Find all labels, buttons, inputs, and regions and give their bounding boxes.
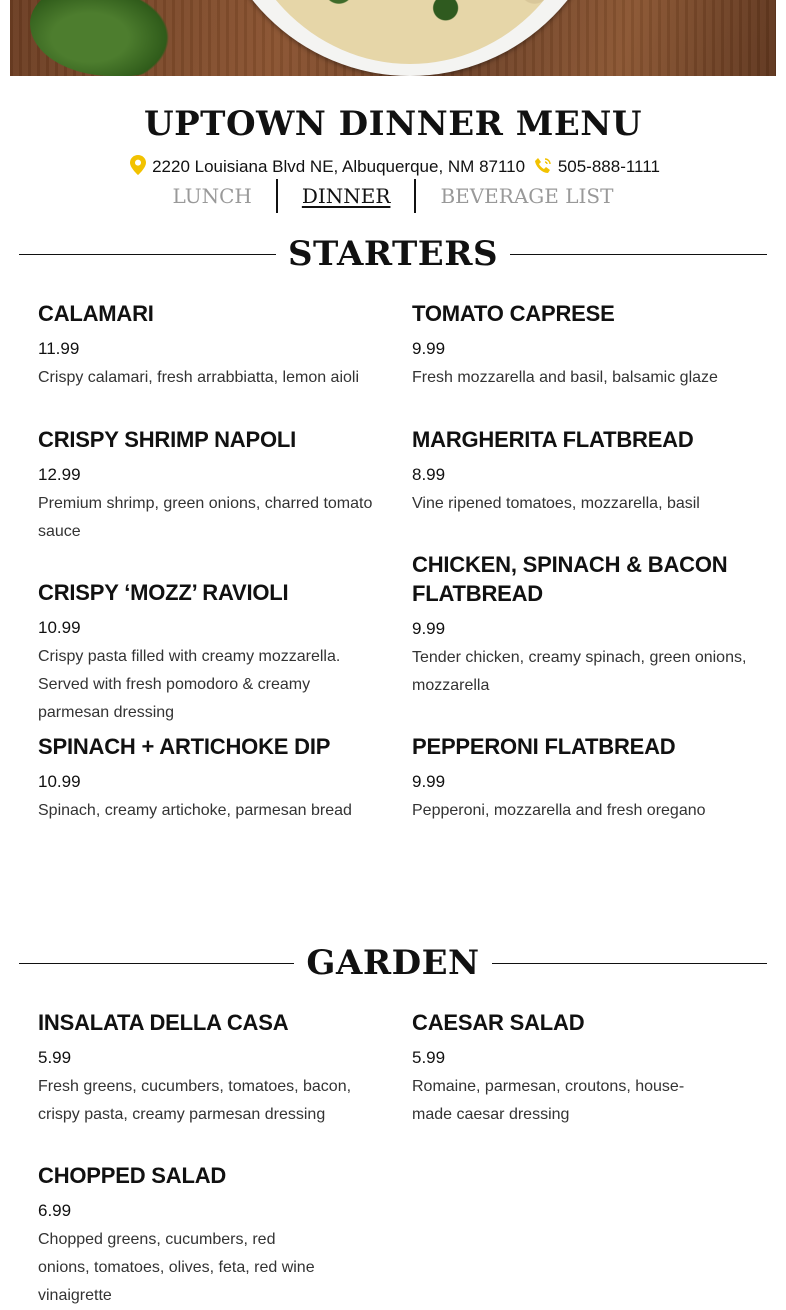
section-title: STARTERS	[287, 234, 499, 274]
item-name: TOMATO CAPRESE	[412, 301, 615, 326]
item-name: CALAMARI	[38, 301, 154, 326]
item-price: 6.99	[38, 1201, 72, 1220]
section-title: GARDEN	[306, 943, 480, 983]
address-link[interactable]: 2220 Louisiana Blvd NE, Albuquerque, NM 87110	[152, 157, 526, 176]
item-name: MARGHERITA FLATBREAD	[412, 427, 694, 452]
tab-lunch[interactable]: LUNCH	[172, 184, 252, 208]
item-description: Fresh greens, cucumbers, tomatoes, bacon, crispy pasta, creamy parmesan dressing	[38, 1078, 352, 1123]
tab-beverage-list[interactable]: BEVERAGE LIST	[440, 184, 614, 208]
menu-item	[38, 732, 378, 825]
item-name: PEPPERONI FLATBREAD	[412, 734, 676, 759]
divider	[492, 963, 767, 964]
menu-item	[412, 732, 752, 825]
item-price: 5.99	[412, 1048, 446, 1067]
section-header-starters	[19, 234, 767, 274]
menu-item	[412, 299, 752, 392]
item-price: 9.99	[412, 619, 446, 638]
divider	[19, 963, 294, 964]
item-name: CRISPY ‘MOZZ’ RAVIOLI	[38, 580, 289, 605]
phone-link[interactable]: 505-888-1111	[557, 157, 660, 176]
item-name: CAESAR SALAD	[412, 1010, 585, 1035]
hero-image	[10, 0, 776, 76]
item-description: Spinach, creamy artichoke, parmesan bread	[38, 802, 352, 819]
item-description: Fresh mozzarella and basil, balsamic glaze	[412, 369, 718, 386]
menu-item	[38, 1008, 378, 1129]
tab-dinner[interactable]: DINNER	[301, 184, 391, 208]
menu-nav	[0, 178, 786, 214]
item-price: 12.99	[38, 465, 81, 484]
item-price: 11.99	[38, 339, 80, 358]
divider	[510, 254, 767, 255]
item-price: 10.99	[38, 772, 81, 791]
menu-item	[412, 1008, 712, 1129]
map-pin-icon	[130, 155, 146, 180]
item-name: SPINACH + ARTICHOKE DIP	[38, 734, 331, 759]
contact-info	[0, 155, 786, 180]
page-title: UPTOWN DINNER MENU	[143, 104, 643, 144]
menu-item	[38, 425, 378, 546]
menu-item	[412, 550, 752, 700]
item-description: Crispy calamari, fresh arrabbiatta, lemon aioli	[38, 369, 360, 386]
menu-item	[38, 578, 378, 727]
item-description: Pepperoni, mozzarella and fresh oregano	[412, 802, 706, 819]
item-description: Romaine, parmesan, croutons, house-made caesar dressing	[412, 1078, 685, 1123]
item-description: Premium shrimp, green onions, charred tomato sauce	[38, 495, 373, 540]
item-description: Tender chicken, creamy spinach, green onions, mozzarella	[412, 649, 747, 694]
item-name: CHOPPED SALAD	[38, 1163, 227, 1188]
item-name: INSALATA DELLA CASA	[38, 1010, 289, 1035]
menu-item	[38, 299, 378, 392]
item-name: CRISPY SHRIMP NAPOLI	[38, 427, 297, 452]
item-description: Crispy pasta filled with creamy mozzarella. Served with fresh pomodoro & creamy parmesan dressing	[38, 648, 341, 721]
divider	[19, 254, 276, 255]
section-header-garden	[19, 943, 767, 983]
item-description: Vine ripened tomatoes, mozzarella, basil	[412, 495, 700, 512]
item-price: 10.99	[38, 618, 81, 637]
menu-item	[38, 1161, 328, 1310]
item-description: Chopped greens, cucumbers, red onions, tomatoes, olives, feta, red wine vinaigrette	[38, 1231, 315, 1304]
item-price: 5.99	[38, 1048, 72, 1067]
menu-item	[412, 425, 752, 518]
item-price: 9.99	[412, 772, 446, 791]
item-price: 8.99	[412, 465, 446, 484]
item-price: 9.99	[412, 339, 446, 358]
item-name: CHICKEN, SPINACH & BACON FLATBREAD	[412, 552, 728, 606]
phone-icon	[534, 157, 552, 180]
